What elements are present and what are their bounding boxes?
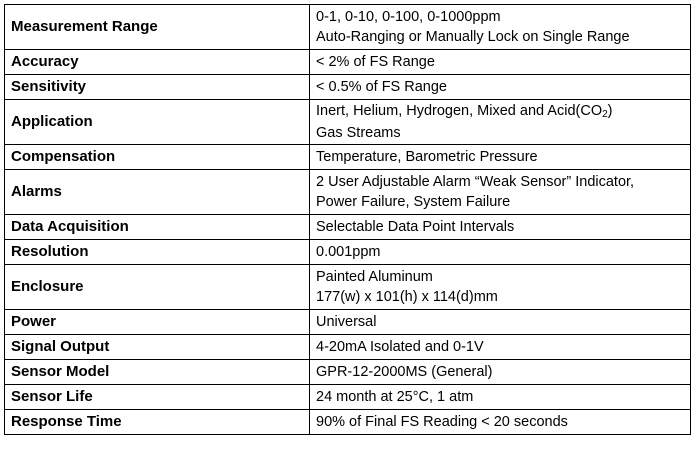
row-value: Temperature, Barometric Pressure	[310, 145, 691, 170]
row-label: Data Acquisition	[5, 215, 310, 240]
row-label: Alarms	[5, 170, 310, 215]
table-row	[5, 215, 691, 240]
value-line: 177(w) x 101(h) x 114(d)mm	[316, 289, 498, 305]
row-label: Accuracy	[5, 50, 310, 75]
value-line	[316, 101, 684, 123]
spec-table	[4, 4, 691, 435]
row-value	[310, 5, 691, 50]
row-label: Response Time	[5, 410, 310, 435]
table-row	[5, 145, 691, 170]
row-label: Application	[5, 100, 310, 145]
table-row	[5, 410, 691, 435]
value-text: Inert, Helium, Hydrogen, Mixed and Acid(CO	[316, 103, 603, 119]
table-row	[5, 240, 691, 265]
row-value: 4-20mA Isolated and 0-1V	[310, 335, 691, 360]
table-row	[5, 100, 691, 145]
table-row	[5, 170, 691, 215]
value-line: 2 User Adjustable Alarm “Weak Sensor” Indicator,	[316, 174, 635, 190]
table-row	[5, 385, 691, 410]
row-label: Sensitivity	[5, 75, 310, 100]
value-line: Auto-Ranging or Manually Lock on Single Range	[316, 29, 630, 45]
row-label: Power	[5, 310, 310, 335]
row-value	[310, 170, 691, 215]
row-label: Measurement Range	[5, 5, 310, 50]
value-line: Power Failure, System Failure	[316, 194, 511, 210]
value-line: 0-1, 0-10, 0-100, 0-1000ppm	[316, 9, 501, 25]
row-value	[310, 100, 691, 145]
row-value: GPR-12-2000MS (General)	[310, 360, 691, 385]
value-text: )	[607, 103, 613, 119]
value-line: Gas Streams	[316, 125, 401, 141]
row-label: Signal Output	[5, 335, 310, 360]
row-value	[310, 265, 691, 310]
table-row	[5, 50, 691, 75]
table-row	[5, 360, 691, 385]
table-row	[5, 310, 691, 335]
row-label: Sensor Model	[5, 360, 310, 385]
row-value: < 0.5% of FS Range	[310, 75, 691, 100]
subscript: 2	[602, 109, 608, 120]
row-value: Selectable Data Point Intervals	[310, 215, 691, 240]
table-row	[5, 265, 691, 310]
row-value: Universal	[310, 310, 691, 335]
row-value: < 2% of FS Range	[310, 50, 691, 75]
row-value: 0.001ppm	[310, 240, 691, 265]
row-label: Resolution	[5, 240, 310, 265]
row-label: Compensation	[5, 145, 310, 170]
row-label: Enclosure	[5, 265, 310, 310]
table-row	[5, 5, 691, 50]
row-value: 24 month at 25°C, 1 atm	[310, 385, 691, 410]
value-line: Painted Aluminum	[316, 269, 433, 285]
row-label: Sensor Life	[5, 385, 310, 410]
table-row	[5, 75, 691, 100]
row-value: 90% of Final FS Reading < 20 seconds	[310, 410, 691, 435]
table-row	[5, 335, 691, 360]
